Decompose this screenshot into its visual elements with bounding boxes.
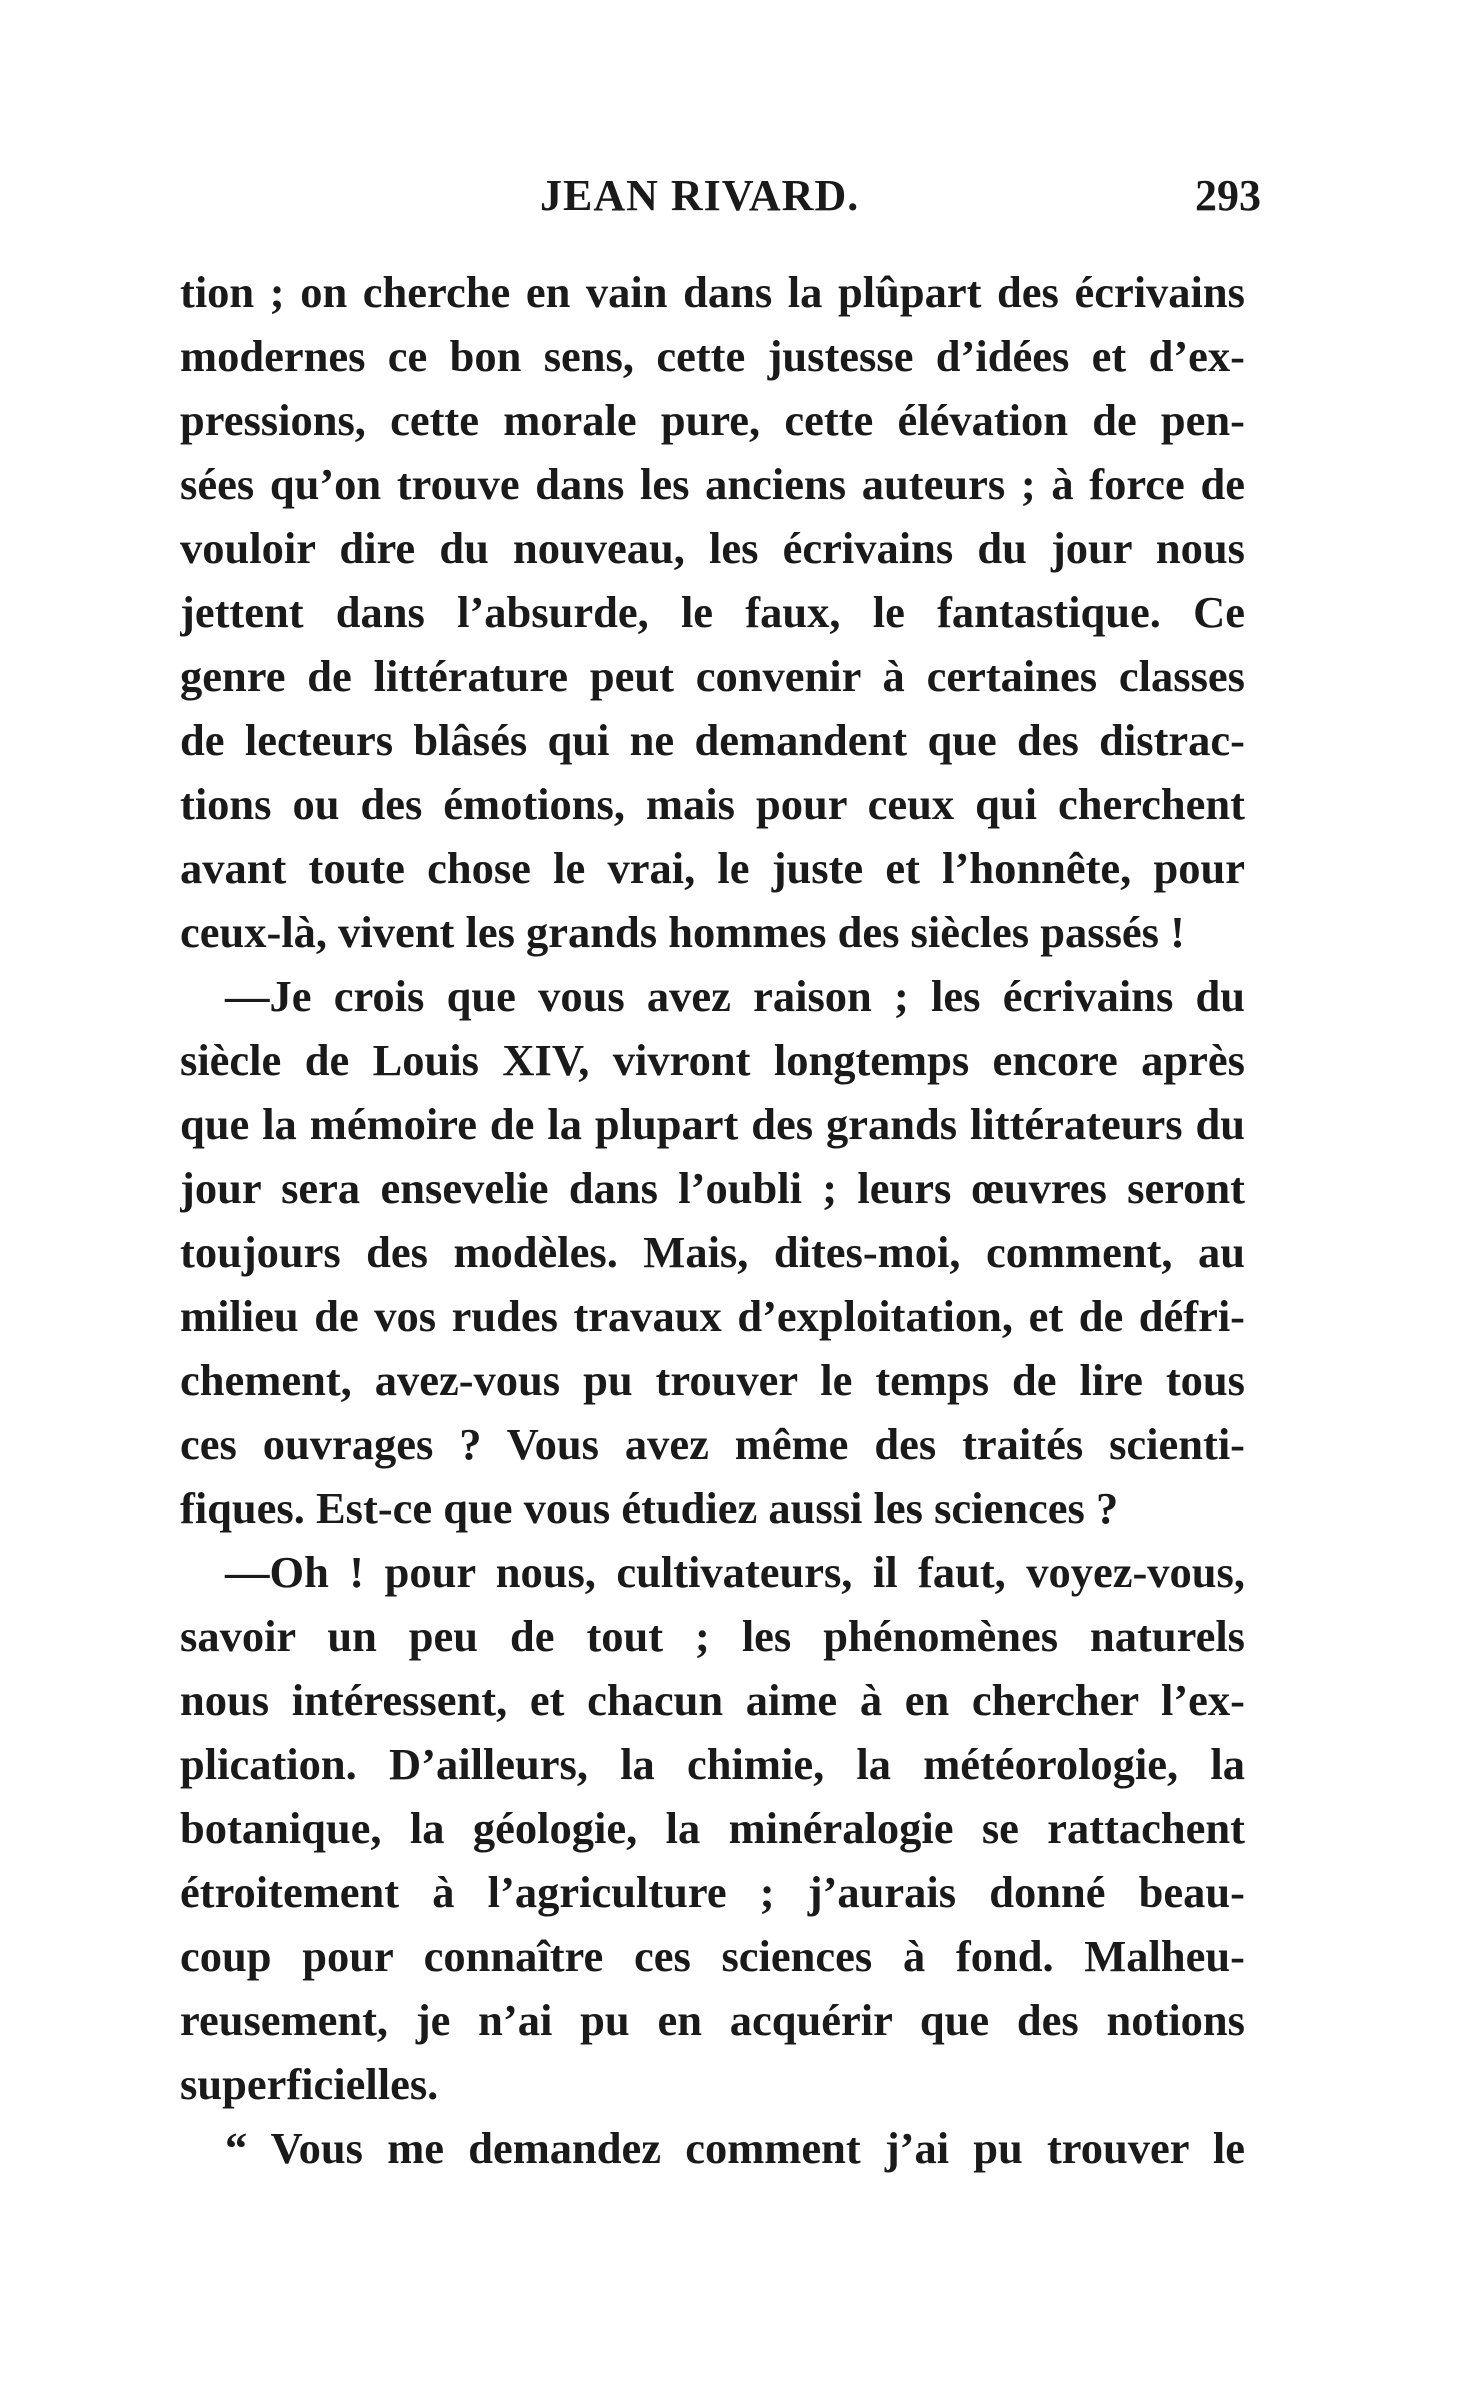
text-line: pressions, cette morale pure, cette élévation de pen- [180, 395, 1245, 445]
text-line: —Oh ! pour nous, cultivateurs, il faut, voyez-vous, [225, 1547, 1245, 1597]
text-line: tions ou des émotions, mais pour ceux qui cherchent [180, 779, 1245, 829]
text-line: botanique, la géologie, la minéralogie se rattachent [180, 1803, 1245, 1853]
text-line: —Je crois que vous avez raison ; les écrivains du [225, 971, 1245, 1021]
text-line: jour sera ensevelie dans l’oubli ; leurs œuvres seront [180, 1163, 1245, 1213]
text-line: chement, avez-vous pu trouver le temps de lire tous [180, 1355, 1245, 1405]
page-number: 293 [1195, 171, 1261, 220]
text-line: reusement, je n’ai pu en acquérir que des notions [180, 1995, 1245, 2045]
text-line: “ Vous me demandez comment j’ai pu trouver le [225, 2123, 1245, 2173]
text-line: étroitement à l’agriculture ; j’aurais donné beau- [180, 1867, 1245, 1917]
text-line: que la mémoire de la plupart des grands littérateurs du [180, 1099, 1245, 1149]
text-line: nous intéressent, et chacun aime à en chercher l’ex- [180, 1675, 1245, 1725]
text-line: fiques. Est-ce que vous étudiez aussi les sciences ? [180, 1483, 1119, 1533]
text-line: savoir un peu de tout ; les phénomènes naturels [180, 1611, 1245, 1661]
text-line: coup pour connaître ces sciences à fond. Malheu- [180, 1931, 1245, 1981]
text-line: sées qu’on trouve dans les anciens auteurs ; à force de [180, 459, 1245, 509]
text-line: tion ; on cherche en vain dans la plûpart des écrivains [180, 267, 1245, 317]
text-line: avant toute chose le vrai, le juste et l’honnête, pour [180, 843, 1245, 893]
text-line: toujours des modèles. Mais, dites-moi, comment, au [180, 1227, 1245, 1277]
text-line: modernes ce bon sens, cette justesse d’idées et d’ex- [180, 331, 1245, 381]
text-line: de lecteurs blâsés qui ne demandent que des distrac- [180, 715, 1245, 765]
body-text [180, 260, 1245, 2180]
text-line: genre de littérature peut convenir à certaines classes [180, 651, 1245, 701]
running-title: JEAN RIVARD. [540, 171, 860, 220]
text-line: milieu de vos rudes travaux d’exploitation, et de défri- [180, 1291, 1245, 1341]
text-line: plication. D’ailleurs, la chimie, la météorologie, la [180, 1739, 1245, 1789]
text-line: ceux-là, vivent les grands hommes des siècles passés ! [180, 907, 1185, 957]
text-line: siècle de Louis XIV, vivront longtemps encore après [180, 1035, 1245, 1085]
text-line: jettent dans l’absurde, le faux, le fantastique. Ce [180, 587, 1245, 637]
text-line: ces ouvrages ? Vous avez même des traités scienti- [180, 1419, 1245, 1469]
text-line: vouloir dire du nouveau, les écrivains du jour nous [180, 523, 1245, 573]
text-line: superficielles. [180, 2059, 439, 2109]
